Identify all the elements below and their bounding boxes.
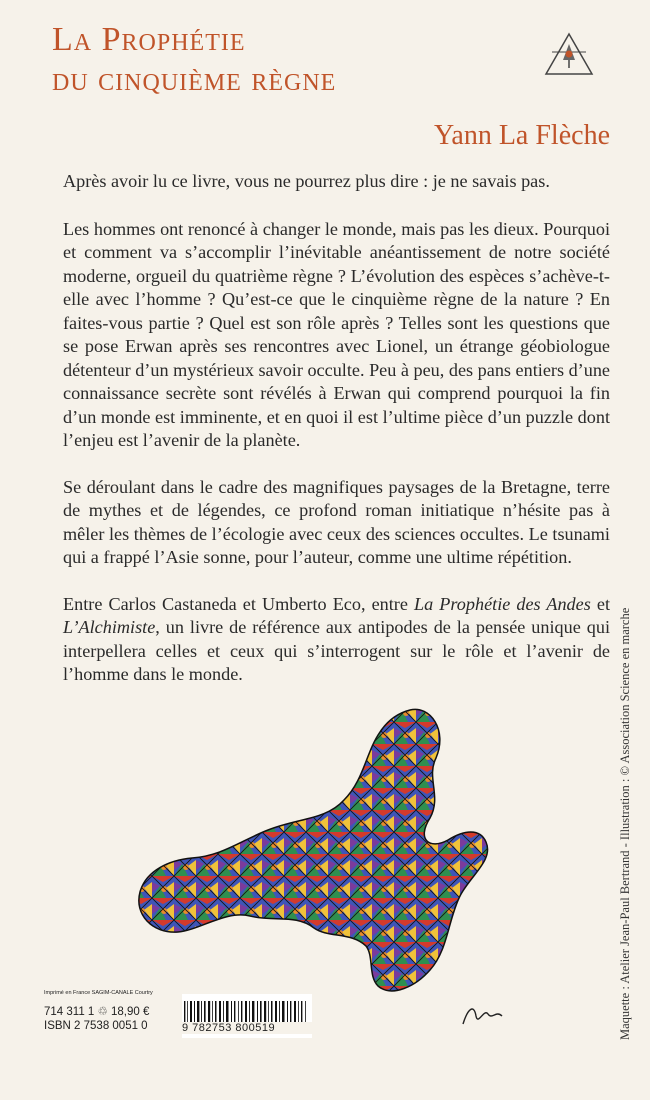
mosaic-figure-illustration <box>130 700 500 1010</box>
blurb <box>63 170 610 710</box>
author-name: Yann La Flèche <box>433 120 610 151</box>
price-line: 714 311 1 ♲ 18,90 € <box>44 1006 150 1018</box>
book-reference-2: L’Alchimiste <box>63 617 156 637</box>
isbn: ISBN 2 7538 0051 0 <box>44 1020 148 1032</box>
blurb-lead: Après avoir lu ce livre, vous ne pourrez plus dire : je ne savais pas. <box>63 171 550 191</box>
illustration-credit: Maquette : Atelier Jean-Paul Bertrand - Illustration : © Association Science en marche <box>618 607 632 1040</box>
book-title <box>52 20 336 100</box>
blurb-paragraph-3 <box>63 593 610 687</box>
blurb-paragraph-2: Se déroulant dans le cadre des magnifiques paysages de la Bretagne, terre de mythes et de légendes, ce profond roman initiatique n’hésite pas à mêler les thèmes de l’écologie avec ceux des sciences occultes. Le tsunami qui a frappé l’Asie sonne, pour l’auteur, comme une ultime répétition. <box>63 476 610 567</box>
printer-imprint: Imprimé en France SAGIM-CANALE Courtry <box>44 990 153 996</box>
blurb-p3-text-a: Entre Carlos Castaneda et Umberto Eco, entre <box>63 593 414 614</box>
barcode-block <box>44 990 314 1050</box>
blurb-paragraph-1: Les hommes ont renoncé à changer le monde, mais pas les dieux. Pourquoi et comment va s’accomplir l’inévitable anéantissement de notre société moderne, orgueil du quatrième règne ? L’évolution des espèces s’achève-t-elle avec l’homme ? Qu’est-ce que le cinquième règne de la nature ? En faites-vous partie ? Quel est son rôle après ? Telles sont les questions que se pose Erwan après ses rencontres avec Lionel, un étrange géobiologue détenteur d’un mystérieux savoir occulte. Peu à peu, des pans entiers d’une connaissance secrète sont révélés à Erwan qui comprend pourquoi la fin d’un monde est imminente, et en quoi il est l’ultime pièce d’un puzzle dont l’enjeu est l’avenir de la planète. <box>63 218 610 450</box>
title-line-2: du cinquième règne <box>52 61 337 98</box>
artist-signature <box>458 1000 508 1034</box>
blurb-p3-text-b: et <box>590 593 610 614</box>
triangle-emblem-icon <box>542 30 596 84</box>
blurb-p3-text-c: , un livre de référence aux antipodes de la pensée unique qui interpellera celles et ceux qui s’interrogent sur le rôle et l’avenir de l’homme dans le monde. <box>63 617 610 684</box>
signature-icon <box>458 1000 508 1030</box>
ean-number: 9 782753 800519 <box>182 1022 322 1034</box>
title-line-1: La Prophétie <box>52 21 246 58</box>
book-reference-1: La Prophétie des Andes <box>414 593 591 614</box>
